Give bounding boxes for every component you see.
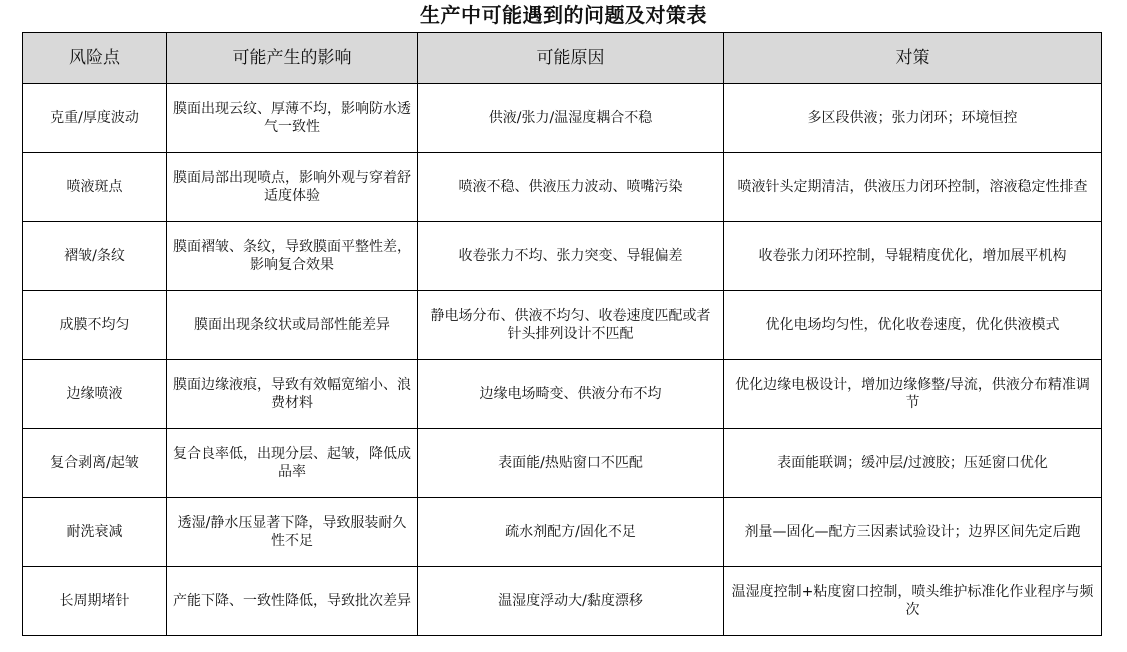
impact-cell: 膜面褶皱、条纹，导致膜面平整性差，影响复合效果 [167, 222, 418, 291]
table-row [23, 429, 1102, 498]
cause-cell: 静电场分布、供液不均匀、收卷速度匹配或者针头排列设计不匹配 [418, 291, 724, 360]
cause-cell: 边缘电场畸变、供液分布不均 [418, 360, 724, 429]
risk-point-cell: 复合剥离/起皱 [23, 429, 167, 498]
risk-point-cell: 褶皱/条纹 [23, 222, 167, 291]
header-row [23, 33, 1102, 84]
countermeasure-cell: 收卷张力闭环控制，导辊精度优化，增加展平机构 [724, 222, 1102, 291]
cause-cell: 疏水剂配方/固化不足 [418, 498, 724, 567]
table-row [23, 84, 1102, 153]
impact-cell: 产能下降、一致性降低，导致批次差异 [167, 567, 418, 636]
countermeasure-cell: 剂量—固化—配方三因素试验设计；边界区间先定后跑 [724, 498, 1102, 567]
impact-cell: 膜面局部出现喷点，影响外观与穿着舒适度体验 [167, 153, 418, 222]
countermeasure-cell: 多区段供液；张力闭环；环境恒控 [724, 84, 1102, 153]
cause-cell: 温湿度浮动大/黏度漂移 [418, 567, 724, 636]
header-possible-cause: 可能原因 [418, 33, 724, 84]
risk-point-cell: 长周期堵针 [23, 567, 167, 636]
table-row [23, 153, 1102, 222]
impact-cell: 膜面出现云纹、厚薄不均，影响防水透气一致性 [167, 84, 418, 153]
table-row [23, 567, 1102, 636]
table-row [23, 360, 1102, 429]
impact-cell: 膜面边缘液痕，导致有效幅宽缩小、浪费材料 [167, 360, 418, 429]
header-possible-impact: 可能产生的影响 [167, 33, 418, 84]
countermeasure-cell: 喷液针头定期清洁，供液压力闭环控制，溶液稳定性排查 [724, 153, 1102, 222]
countermeasure-cell: 优化边缘电极设计，增加边缘修整/导流，供液分布精准调节 [724, 360, 1102, 429]
impact-cell: 复合良率低，出现分层、起皱，降低成品率 [167, 429, 418, 498]
header-countermeasure: 对策 [724, 33, 1102, 84]
table-row [23, 222, 1102, 291]
risk-point-cell: 边缘喷液 [23, 360, 167, 429]
header-risk-point: 风险点 [23, 33, 167, 84]
risk-point-cell: 耐洗衰减 [23, 498, 167, 567]
problems-countermeasures-table [22, 32, 1102, 636]
impact-cell: 膜面出现条纹状或局部性能差异 [167, 291, 418, 360]
table-row [23, 291, 1102, 360]
risk-point-cell: 喷液斑点 [23, 153, 167, 222]
table-row [23, 498, 1102, 567]
countermeasure-cell: 优化电场均匀性，优化收卷速度，优化供液模式 [724, 291, 1102, 360]
cause-cell: 喷液不稳、供液压力波动、喷嘴污染 [418, 153, 724, 222]
cause-cell: 供液/张力/温湿度耦合不稳 [418, 84, 724, 153]
impact-cell: 透湿/静水压显著下降，导致服装耐久性不足 [167, 498, 418, 567]
table-title: 生产中可能遇到的问题及对策表 [420, 3, 707, 27]
cause-cell: 表面能/热贴窗口不匹配 [418, 429, 724, 498]
risk-point-cell: 克重/厚度波动 [23, 84, 167, 153]
cause-cell: 收卷张力不均、张力突变、导辊偏差 [418, 222, 724, 291]
risk-point-cell: 成膜不均匀 [23, 291, 167, 360]
countermeasure-cell: 温湿度控制+粘度窗口控制，喷头维护标准化作业程序与频次 [724, 567, 1102, 636]
countermeasure-cell: 表面能联调；缓冲层/过渡胶；压延窗口优化 [724, 429, 1102, 498]
